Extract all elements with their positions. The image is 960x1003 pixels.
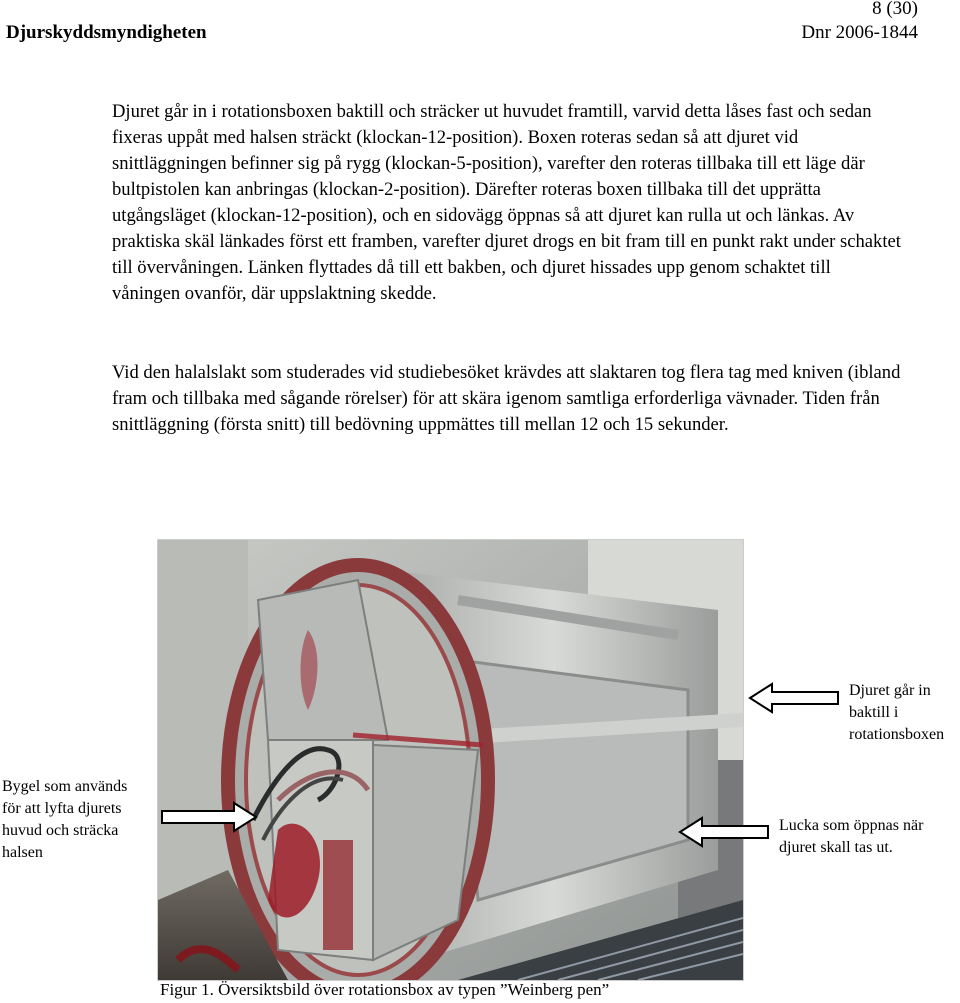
figure-caption: Figur 1. Översiktsbild över rotationsbox av typen ”Weinberg pen” [160,980,610,999]
page-number: 8 (30) [872,0,918,19]
arrow-left-bottom [678,815,770,849]
callout-head-bracket: Bygel som används för att lyfta djurets huvud och sträcka halsen [2,776,142,864]
rotation-box-illustration [158,540,743,980]
document-number: Dnr 2006-1844 [801,22,918,43]
arrow-left-top [748,681,840,715]
rotation-box-photo [157,539,744,981]
body-paragraph-1: Djuret går in i rotationsboxen baktill och sträcker ut huvudet framtill, varvid detta låses fast och sedan fixeras uppåt med halsen sträckt (klockan-12-position). Boxen roteras sedan så att djuret vid snittläggningen befinner sig på rygg (klockan-5-position), varefter den roteras tillbaka till ett läge där bultpistolen kan anbringas (klockan-2-position). Därefter roteras boxen tillbaka till det upprätta utgångsläget (klockan-12-position), och en sidovägg öppnas så att djuret kan rulla ut och länkas. Av praktiska skäl länkades först ett framben, varefter djuret drogs en bit fram till en punkt rakt under schaktet till övervåningen. Länken flyttades då till ett bakben, och djuret hissades upp genom schaktet till våningen ovanför, där uppslaktning skedde. [112,101,901,304]
callout-side-hatch: Lucka som öppnas när djuret skall tas ut. [779,815,939,859]
callout-rear-entry: Djuret går in baktill i rotationsboxen [849,680,960,746]
body-paragraph-2: Vid den halalslakt som studerades vid studiebesöket krävdes att slaktaren tog flera tag med kniven (ibland fram och tillbaka med sågande rörelser) för att skära igenom samtliga erforderliga vävnader. Tiden från snittläggning (första snitt) till bedövning uppmättes till mellan 12 och 15 sekunder. [112,362,901,435]
arrow-right-left [160,800,258,834]
agency-name: Djurskyddsmyndigheten [6,22,207,43]
